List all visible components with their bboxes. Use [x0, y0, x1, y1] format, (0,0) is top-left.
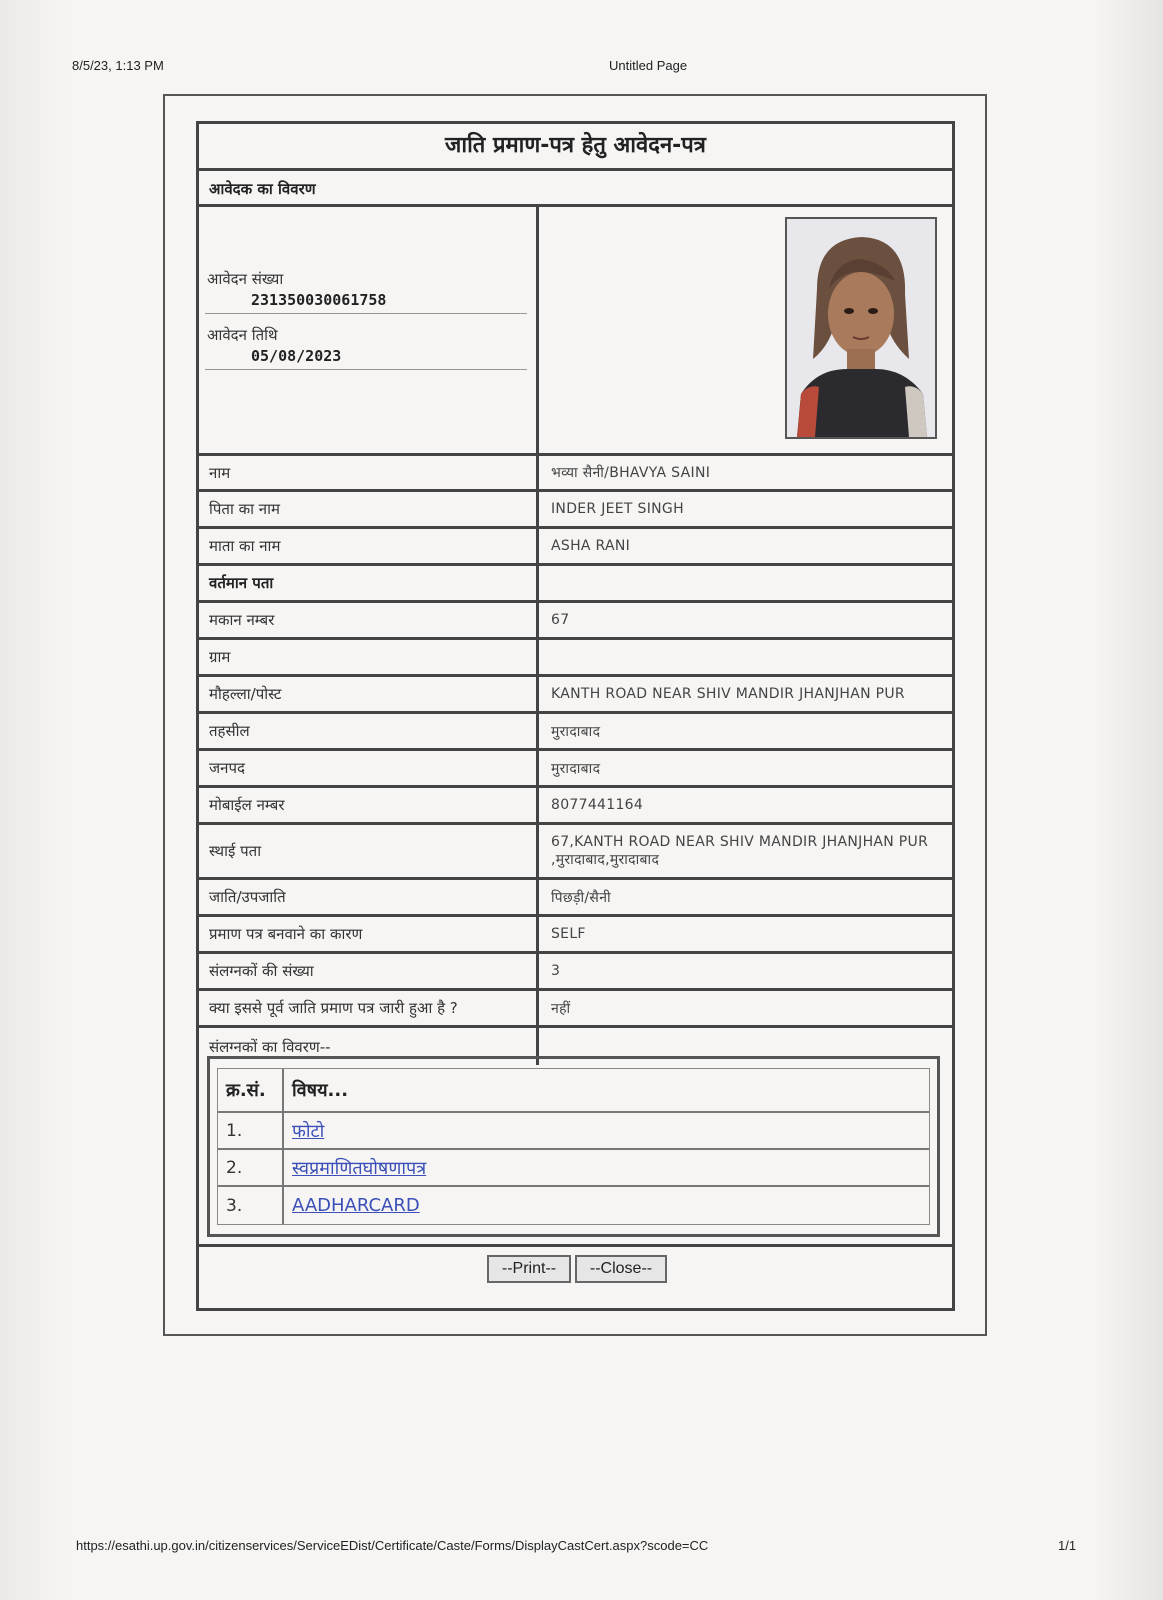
photo-cell	[539, 207, 952, 456]
attachment-row	[218, 1187, 929, 1224]
applicant-photo	[785, 217, 937, 439]
details-row	[199, 456, 952, 492]
details-row	[199, 677, 952, 714]
row-value: 67,KANTH ROAD NEAR SHIV MANDIR JHANJHAN PUR ,मुरादाबाद,मुरादाबाद	[551, 834, 929, 868]
divider	[205, 313, 527, 314]
row-label: वर्तमान पता	[199, 566, 539, 600]
row-label: जनपद	[199, 751, 539, 785]
row-value: मुरादाबाद	[551, 723, 601, 740]
subject-header: विषय...	[292, 1080, 349, 1101]
row-label: मौहल्ला/पोस्ट	[199, 677, 539, 711]
section-label: आवेदक का विवरण	[199, 171, 952, 207]
attachments-grid	[217, 1068, 930, 1225]
row-label: प्रमाण पत्र बनवाने का कारण	[199, 917, 539, 951]
application-number-label: आवेदन संख्या	[207, 270, 284, 288]
row-label: नाम	[199, 456, 539, 489]
details-row	[199, 640, 952, 677]
details-row	[199, 751, 952, 788]
row-value	[539, 566, 952, 600]
row-label: संलग्नकों की संख्या	[199, 954, 539, 988]
row-label: स्थाई पता	[199, 825, 539, 877]
attachment-row	[218, 1113, 929, 1150]
caste-certificate-form	[196, 121, 955, 1311]
details-row	[199, 788, 952, 825]
attachment-serial: 3.	[218, 1187, 284, 1224]
form-title: जाति प्रमाण-पत्र हेतु आवेदन-पत्र	[199, 124, 952, 171]
application-date-label: आवेदन तिथि	[207, 326, 278, 344]
details-row	[199, 917, 952, 954]
print-button[interactable]: --Print--	[487, 1255, 571, 1283]
close-button[interactable]: --Close--	[575, 1255, 667, 1283]
attachment-link[interactable]: फोटो	[292, 1120, 325, 1142]
attachment-link[interactable]: AADHARCARD	[292, 1195, 420, 1216]
print-page-number: 1/1	[1058, 1538, 1077, 1553]
row-value: नहीं	[551, 1000, 571, 1017]
row-value: KANTH ROAD NEAR SHIV MANDIR JHANJHAN PUR	[551, 686, 905, 702]
row-value: भव्या सैनी/BHAVYA SAINI	[551, 465, 711, 481]
application-number: 231350030061758	[251, 291, 387, 309]
row-value: मुरादाबाद	[551, 760, 601, 777]
application-info	[199, 207, 539, 456]
serial-header: क्र.सं.	[218, 1069, 284, 1111]
row-label: पिता का नाम	[199, 492, 539, 526]
row-value: 3	[551, 963, 561, 979]
print-date: 8/5/23, 1:13 PM	[72, 58, 164, 73]
row-label: क्या इससे पूर्व जाति प्रमाण पत्र जारी हुआ है ?	[199, 991, 539, 1025]
button-bar	[199, 1244, 952, 1293]
print-url: https://esathi.up.gov.in/citizenservices/ServiceEDist/Certificate/Caste/Forms/DisplayCastCert.aspx?scode=CC	[76, 1538, 709, 1553]
attachment-row	[218, 1150, 929, 1187]
divider	[205, 369, 527, 370]
application-date: 05/08/2023	[251, 347, 342, 365]
attachment-serial: 2.	[218, 1150, 284, 1185]
row-label: संलग्नकों का विवरण--	[199, 1028, 539, 1065]
details-row	[199, 880, 952, 917]
attachments-header	[218, 1069, 929, 1113]
details-row	[199, 825, 952, 880]
row-value: पिछड़ी/सैनी	[551, 889, 611, 906]
row-label: मोबाईल नम्बर	[199, 788, 539, 822]
row-label: जाति/उपजाति	[199, 880, 539, 914]
details-row	[199, 954, 952, 991]
row-label: तहसील	[199, 714, 539, 748]
row-value: ASHA RANI	[551, 538, 631, 554]
row-value: 67	[551, 612, 570, 628]
print-page-title: Untitled Page	[609, 58, 688, 73]
row-value	[539, 640, 952, 674]
person-photo-icon	[787, 219, 935, 437]
details-row	[199, 714, 952, 751]
details-row	[199, 492, 952, 529]
details-row	[199, 529, 952, 566]
row-label: माता का नाम	[199, 529, 539, 563]
row-label: ग्राम	[199, 640, 539, 674]
row-value: INDER JEET SINGH	[551, 501, 684, 517]
details-row	[199, 603, 952, 640]
attachment-link[interactable]: स्वप्रमाणितघोषणापत्र	[292, 1157, 427, 1179]
row-value: 8077441164	[551, 797, 644, 813]
attachment-serial: 1.	[218, 1113, 284, 1148]
attachments-table	[207, 1056, 940, 1237]
details-row	[199, 566, 952, 603]
row-label: मकान नम्बर	[199, 603, 539, 637]
row-value: SELF	[551, 926, 586, 942]
details-row	[199, 991, 952, 1028]
